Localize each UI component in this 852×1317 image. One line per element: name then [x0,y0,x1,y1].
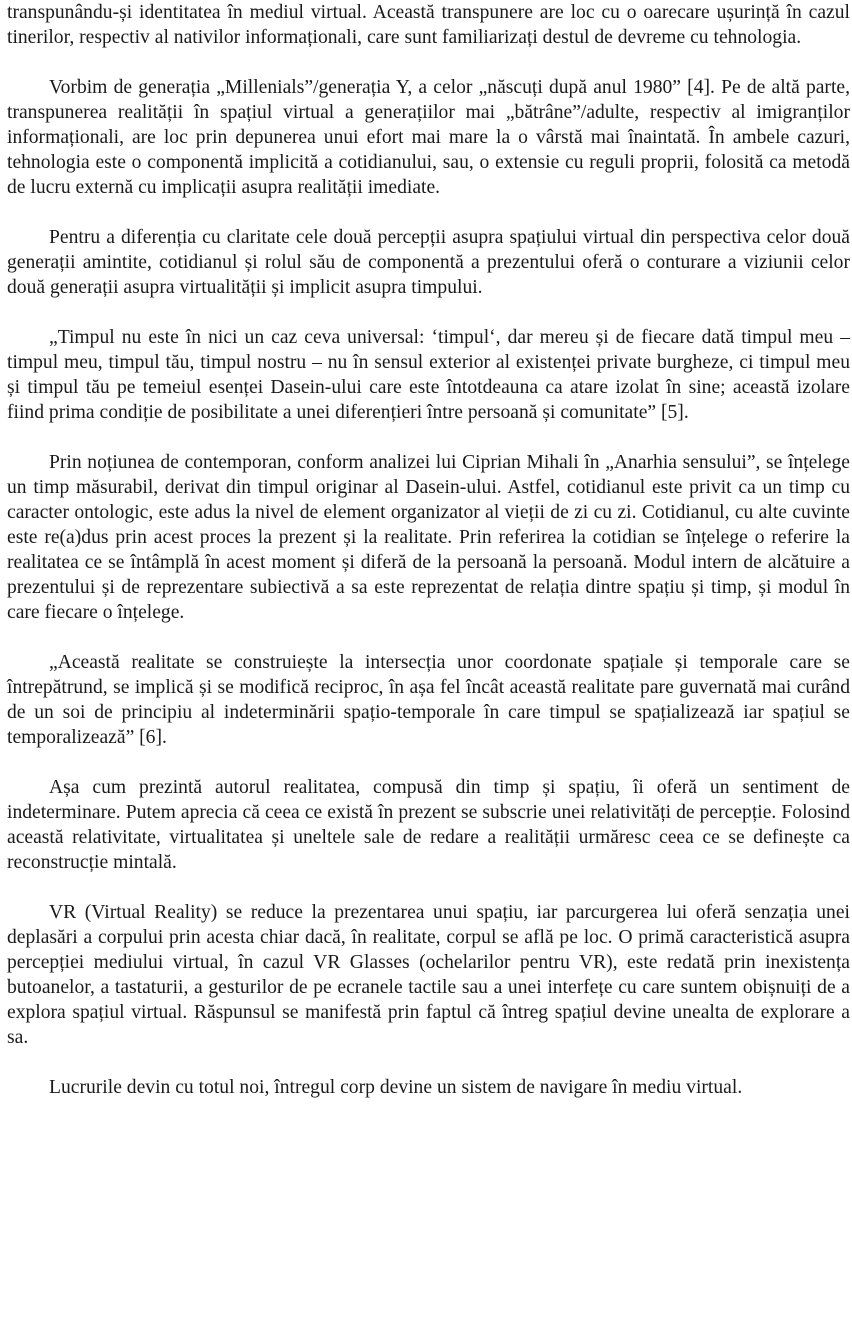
paragraph-gap [7,750,850,775]
paragraph-continuation: transpunându-și identitatea în mediul virtual. Această transpunere are loc cu o oarecare ușurință în cazul tinerilor, respectiv al nativilor informaționali, care sunt familiarizați destul de devreme cu tehnologia. [7,2,850,48]
paragraph-generations: Pentru a diferenția cu claritate cele două percepții asupra spațiului virtual din perspectiva celor două generații amintite, cotidianul și rolul său de componentă a prezentului oferă o conturare a viziunii celor două generații asupra virtualității și implicit asupra timpului. [7,227,850,298]
paragraph-gap [7,200,850,225]
paragraph-gap [7,300,850,325]
paragraph-millenials: Vorbim de generația „Millenials”/generația Y, a celor „născuți după anul 1980” [4]. Pe de altă parte, transpunerea realității în spațiul virtual a generațiilor mai „bătrâne”/adulte, respectiv al imigranților informaționali, are loc prin depunerea unui efort mai mare la o vârstă mai înaintată. În ambele cazuri, tehnologia este o componentă implicită a cotidianului, sau, o extensie cu reguli proprii, folosită ca metodă de lucru externă cu implicații asupra realității imediate. [7,77,850,198]
paragraph-quote-time: „Timpul nu este în nici un caz ceva universal: ‘timpul‘, dar mereu și de fiecare dată timpul meu – timpul meu, timpul tău, timpul nostru – nu în sensul exterior al existenței private burgheze, ci timpul meu și timpul tău pe temeiul esenței Dasein-ului care este întotdeauna ca atare izolat în sine; această izolare fiind prima condiție de posibilitate a unei diferențieri între persoană și comunitate” [5]. [7,327,850,423]
document-page [7,0,850,1100]
paragraph-gap [7,1050,850,1075]
paragraph-vr: VR (Virtual Reality) se reduce la prezentarea unui spațiu, iar parcurgerea lui oferă senzația unei deplasări a corpului prin acesta chiar dacă, în realitate, corpul se află pe loc. O primă caracteristică asupra percepției mediului virtual, în cazul VR Glasses (ochelarilor pentru VR), este redată prin inexistența butoanelor, a tastaturii, a gesturilor de pe ecranele tactile sau a unei interfețe cu care suntem obișnuiți de a explora spațiul virtual. Răspunsul se manifestă prin faptul că întreg spațiul devine unealta de explorare a sa. [7,902,850,1048]
paragraph-quote-reality: „Această realitate se construiește la intersecția unor coordonate spațiale și temporale care se întrepătrund, se implică și se modifică reciproc, în așa fel încât această realitate pare guvernată mai curând de un soi de principiu al indeterminării spațio-temporale în care timpul se spațializează iar spațiul se temporalizează” [6]. [7,652,850,748]
paragraph-indeterminacy: Așa cum prezintă autorul realitatea, compusă din timp și spațiu, îi oferă un sentiment de indeterminare. Putem aprecia că ceea ce există în prezent se subscrie unei relativități de percepție. Folosind această relativitate, virtualitatea și uneltele sale de redare a realității urmăresc ceea ce se definește ca reconstrucție mintală. [7,777,850,873]
paragraph-gap [7,50,850,75]
paragraph-gap [7,625,850,650]
paragraph-navigation: Lucrurile devin cu totul noi, întregul corp devine un sistem de navigare în mediu virtual. [49,1077,743,1098]
paragraph-gap [7,875,850,900]
paragraph-contemporary: Prin noțiunea de contemporan, conform analizei lui Ciprian Mihali în „Anarhia sensului”, se înțelege un timp măsurabil, derivat din timpul originar al Dasein-ului. Astfel, cotidianul este privit ca un timp cu caracter ontologic, este adus la nivel de element organizator al vieții de zi cu zi. Cotidianul, cu alte cuvinte este re(a)dus prin acest proces la prezent și la realitate. Prin referirea la cotidian se înțelege o referire la realitatea ce se întâmplă în acest moment și diferă de la persoană la persoană. Modul intern de alcătuire a prezentului și de reprezentare subiectivă a sa este reprezentat de relația dintre spațiu și timp, și modul în care fiecare o înțelege. [7,452,850,623]
paragraph-gap [7,425,850,450]
